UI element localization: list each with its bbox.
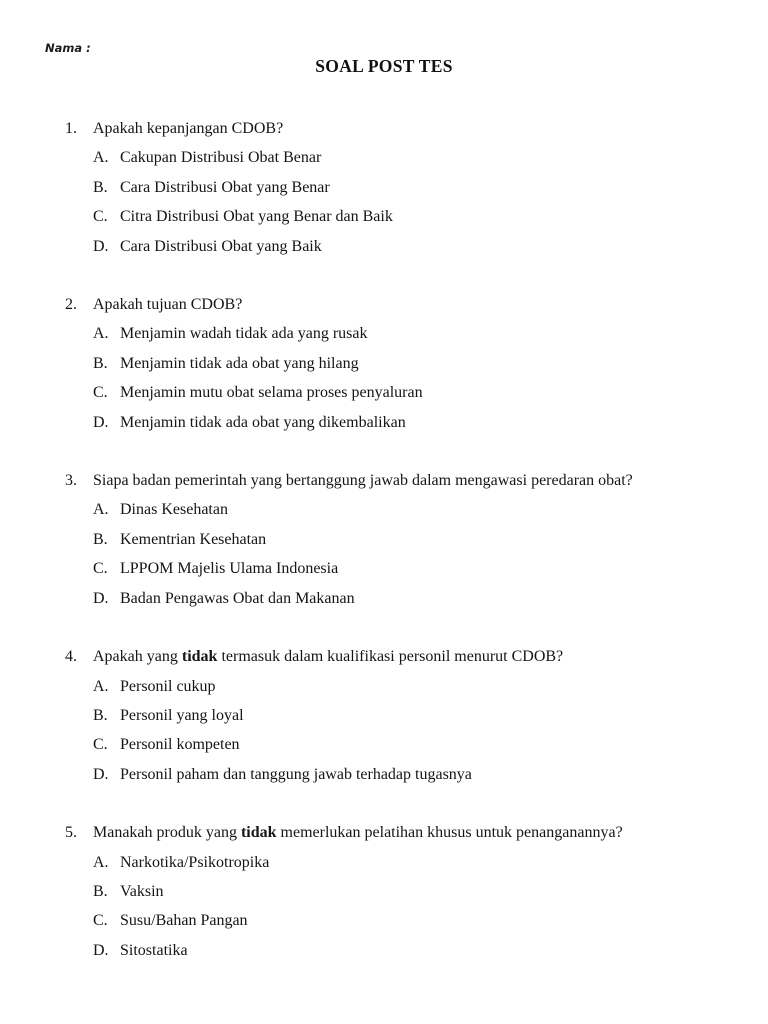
question-text-prefix: Siapa badan pemerintah yang bertanggung jawab dalam mengawasi peredaran obat? (93, 472, 633, 490)
option-row (65, 319, 730, 348)
question-line (65, 466, 730, 495)
option-letter: D. (93, 413, 109, 431)
option-text: Cakupan Distribusi Obat Benar (120, 149, 322, 167)
option-text: Vaksin (120, 882, 164, 900)
option-text: Narkotika/Psikotropika (120, 853, 270, 871)
question-text-prefix: Apakah kepanjangan CDOB? (93, 120, 284, 137)
question-text-suffix: memerlukan pelatihan khusus untuk penanganannya? (276, 824, 623, 842)
option-row (65, 408, 730, 437)
question-number: 2. (65, 296, 77, 314)
option-letter: C. (93, 384, 108, 402)
option-row (65, 554, 730, 583)
option-text: Menjamin tidak ada obat yang dikembalikan (120, 413, 406, 431)
question-number: 5. (65, 824, 77, 842)
question-text-bold: tidak (181, 648, 218, 666)
option-text: Personil paham dan tanggung jawab terhadap tugasnya (120, 765, 472, 783)
question-number: 3. (65, 472, 77, 490)
question-text (93, 466, 730, 495)
question-text (93, 642, 730, 671)
option-text: Sitostatika (120, 941, 188, 959)
question-text-prefix: Manakah produk yang (93, 824, 241, 842)
question-4 (65, 642, 730, 789)
question-text (93, 818, 730, 847)
option-letter: B. (93, 354, 108, 372)
option-letter: C. (93, 560, 108, 578)
option-letter: B. (93, 530, 108, 548)
option-row (65, 584, 730, 613)
option-letter: A. (93, 677, 109, 695)
option-letter: D. (93, 237, 109, 255)
option-letter: B. (93, 178, 108, 196)
option-text: Cara Distribusi Obat yang Baik (120, 237, 322, 255)
option-row (65, 701, 730, 730)
option-row (65, 525, 730, 554)
option-text: Cara Distribusi Obat yang Benar (120, 178, 330, 196)
question-text-prefix: Apakah yang (93, 648, 182, 666)
option-row (65, 202, 730, 231)
option-row (65, 349, 730, 378)
option-letter: D. (93, 941, 109, 959)
option-text: Menjamin tidak ada obat yang hilang (120, 354, 359, 372)
option-text: Personil kompeten (120, 736, 240, 754)
question-line (65, 114, 730, 143)
question-1 (65, 114, 730, 261)
option-letter: C. (93, 912, 108, 930)
option-text: Dinas Kesehatan (120, 501, 228, 519)
question-5 (65, 818, 730, 965)
question-2 (65, 290, 730, 437)
question-3 (65, 466, 730, 613)
option-row (65, 760, 730, 789)
option-text: Citra Distribusi Obat yang Benar dan Baik (120, 208, 393, 226)
name-label: Nama : (45, 41, 91, 55)
option-letter: A. (93, 325, 109, 343)
question-line (65, 818, 730, 847)
page-title: SOAL POST TES (315, 56, 453, 76)
question-list (65, 114, 730, 994)
option-letter: A. (93, 501, 109, 519)
option-text: LPPOM Majelis Ulama Indonesia (120, 560, 339, 578)
option-text: Menjamin wadah tidak ada yang rusak (120, 325, 368, 343)
option-text: Badan Pengawas Obat dan Makanan (120, 589, 355, 607)
option-letter: D. (93, 589, 109, 607)
question-text-prefix: Apakah tujuan CDOB? (93, 296, 243, 314)
option-text: Susu/Bahan Pangan (120, 912, 248, 930)
option-text: Personil yang loyal (120, 706, 244, 724)
option-text: Menjamin mutu obat selama proses penyaluran (120, 384, 423, 402)
question-text-bold: tidak (240, 824, 277, 842)
option-text: Personil cukup (120, 677, 216, 695)
question-number: 1. (65, 120, 77, 137)
option-letter: B. (93, 882, 108, 900)
option-letter: A. (93, 853, 109, 871)
option-row (65, 848, 730, 877)
question-number: 4. (65, 648, 77, 666)
option-row (65, 143, 730, 172)
option-letter: C. (93, 208, 108, 226)
option-row (65, 906, 730, 935)
option-row (65, 730, 730, 759)
question-line (65, 290, 730, 319)
option-row (65, 378, 730, 407)
question-text-suffix: termasuk dalam kualifikasi personil menurut CDOB? (217, 648, 564, 666)
option-letter: B. (93, 706, 108, 724)
option-row (65, 936, 730, 965)
option-row (65, 495, 730, 524)
option-text: Kementrian Kesehatan (120, 530, 267, 548)
question-text (93, 114, 730, 143)
question-text (93, 290, 730, 319)
option-letter: D. (93, 765, 109, 783)
option-row (65, 232, 730, 261)
question-line (65, 642, 730, 671)
option-letter: C. (93, 736, 108, 754)
option-letter: A. (93, 149, 109, 167)
option-row (65, 672, 730, 701)
option-row (65, 173, 730, 202)
option-row (65, 877, 730, 906)
